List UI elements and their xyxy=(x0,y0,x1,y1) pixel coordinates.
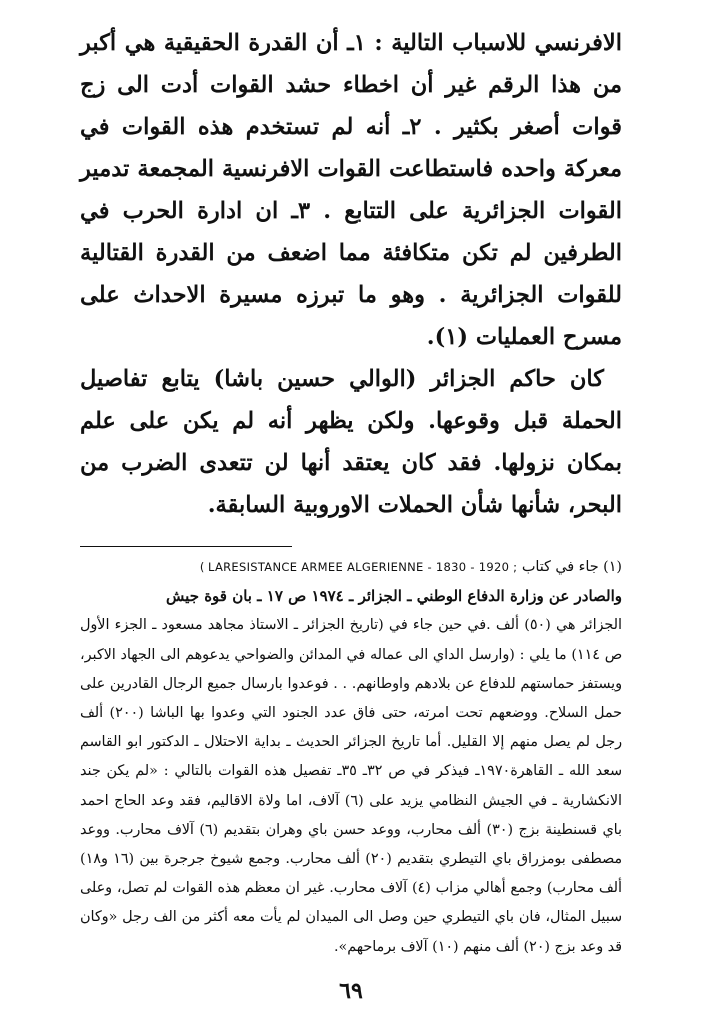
page-number: ٦٩ xyxy=(339,978,363,1004)
footnote-latin-title: ( LARESISTANCE ARMEE ALGERIENNE - 1830 - 1920 ; xyxy=(199,560,518,574)
footnote-divider xyxy=(80,546,292,547)
paragraph-1: الافرنسي للاسباب التالية : ١ـ أن القدرة الحقيقية هي أكبر من هذا الرقم غير أن اخطاء حشد القوات أدت الى زج قوات أصغر بكثير . ٢ـ أنه لم تستخدم هذه القوات في معركة واحده فاستطاعت القوات الافرنسية المجمعة تدمير القوات الجزائرية على التتابع . ٣ـ ان ادارة الحرب في الطرفين لم تكن متكافئة مما اضعف من القدرة القتالية للقوات الجزائرية . وهو ما تبرزه مسيرة الاحداث على مسرح العمليات (١). xyxy=(80,30,622,350)
main-text xyxy=(80,22,622,526)
footnote-intro: (١) جاء في كتاب xyxy=(521,559,622,575)
footnote-first-line xyxy=(80,553,622,582)
footnote-body: الجزائر هي (٥٠) ألف .في حين جاء في (تاريخ الجزائر ـ الاستاذ مجاهد مسعود ـ الجزء الأول ص ١١٤) ما يلي : (وارسل الداي الى عماله في المدائن والضواحي يدعوهم الى الجهاد الاكبر، ويستفز حماستهم للدفاع عن بلادهم واوطانهم. . . فوعدوا بارسال جميع الرجال القادرين على حمل السلاح. ووضعهم تحت امرته، حتى فاق عدد الجنود التي وعدوا بها الباشا (٢٠٠) ألف رجل لم يصل منهم إلا القليل. أما تاريخ الجزائر الحديث ـ بداية الاحتلال ـ الدكتور ابو القاسم سعد الله ـ القاهرة١٩٧٠ـ فيذكر في ص ٣٢ـ ٣٥ـ تفصيل هذه القوات بالتالي : «لم يكن جند الانكشارية ـ في الجيش النظامي يزيد على (٦) آلاف، اما ولاة الاقاليم، فقد وعد الحاج احمد باي قسنطينة بزج (٣٠) ألف محارب، ووعد حسن باي وهران بتقديم (٦) آلاف محارب. ووعد مصطفى بومزراق باي التيطري بتقديم (٢٠) ألف محارب. وجمع شيوخ جرجرة بين (١٦ و١٨) ألف محارب) وجمع أهالي مزاب (٤) آلاف محارب. غير ان معظم هذه القوات لم تصل، وعلى سبيل المثال، فان باي التيطري حين وصل الى الميدان لم يأت معه أكثر من الف رجل «وكان قد وعد بزج (٢٠) ألف منهم (١٠) آلاف برماحهم». xyxy=(80,617,623,955)
footnote-bold-line: والصادر عن وزارة الدفاع الوطني ـ الجزائر ـ ١٩٧٤ ص ١٧ ـ بان قوة جيش xyxy=(166,587,622,606)
footnote xyxy=(80,553,622,962)
paragraph-2: كان حاكم الجزائر (الوالي حسين باشا) يتابع تفاصيل الحملة قبل وقوعها. ولكن يظهر أنه لم يكن على علم بمكان نزولها. فقد كان يعتقد أنها لن تتعدى الضرب من البحر، شأنها شأن الحملات الاوروبية السابقة. xyxy=(80,366,622,518)
